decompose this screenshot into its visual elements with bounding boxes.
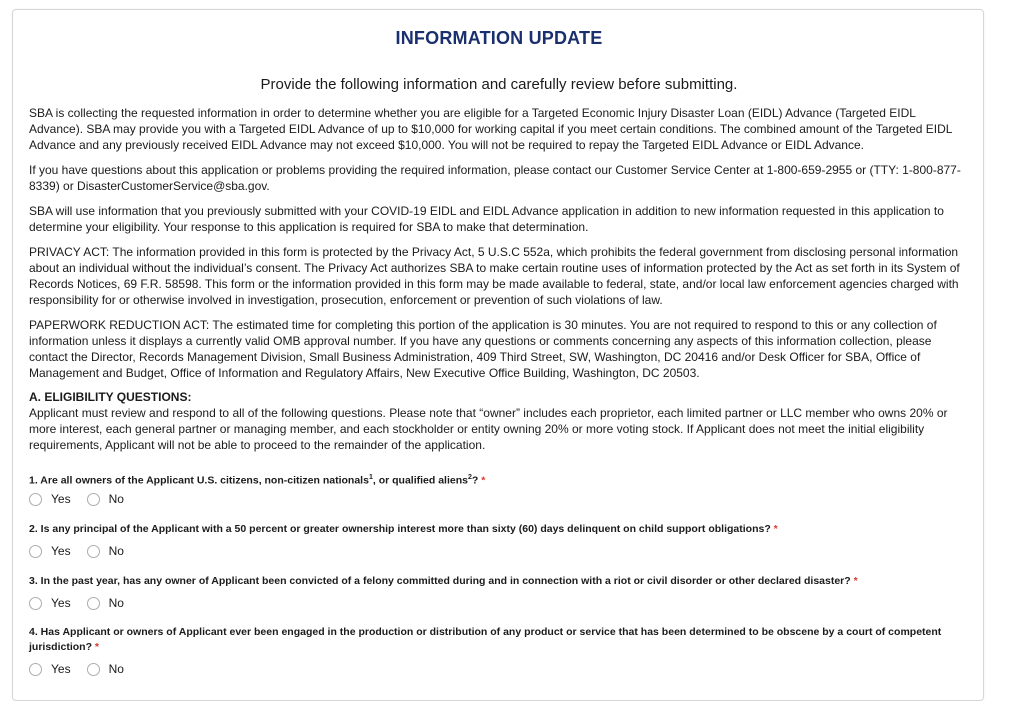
question-1-yes-option[interactable] [29, 492, 71, 506]
yes-label[interactable]: Yes [51, 492, 71, 506]
required-marker: * [773, 523, 778, 535]
question-3-text: 3. In the past year, has any owner of Applicant been convicted of a felony committed during and in connection with a riot or civil disorder or other declared disaster? [29, 575, 851, 587]
yes-label[interactable]: Yes [51, 662, 71, 676]
no-label[interactable]: No [108, 596, 124, 610]
question-1-no-option[interactable] [87, 492, 124, 506]
question-1-options [29, 490, 140, 508]
question-2-no-option[interactable] [87, 544, 124, 558]
eligibility-heading: A. ELIGIBILITY QUESTIONS: [29, 390, 192, 404]
page-subtitle: Provide the following information and carefully review before submitting. [260, 76, 738, 93]
yes-label[interactable]: Yes [51, 596, 71, 610]
question-1-yes-radio[interactable] [29, 493, 42, 506]
footnote-1-ref[interactable]: 1 [368, 474, 373, 481]
intro-paragraph-eidl: SBA is collecting the requested information in order to determine whether you are eligible for a Targeted Economic Injury Disaster Loan (EIDL) Advance (Targeted EIDL Advance). SBA may provide you with a Targeted EIDL Advance of up to $10,000 for working capital if you meet certain conditions. The combined amount of the Targeted EIDL Advance and any previously received EIDL Advance may not exceed $10,000. You will not be required to repay the Targeted EIDL Advance or EIDL Advance. [29, 106, 952, 152]
question-1-text-cont: , or qualified aliens [372, 474, 468, 487]
no-label[interactable]: No [108, 662, 124, 676]
question-4 [29, 625, 969, 655]
question-3-yes-option[interactable] [29, 596, 71, 610]
question-2-yes-option[interactable] [29, 544, 71, 558]
question-2-options [29, 542, 140, 560]
question-2-no-radio[interactable] [87, 545, 100, 558]
question-4-no-option[interactable] [87, 662, 124, 676]
question-4-options [29, 660, 140, 678]
form-card [12, 9, 984, 701]
question-1-text: 1. Are all owners of the Applicant U.S. citizens, non-citizen nationals [29, 474, 369, 487]
question-4-text: 4. Has Applicant or owners of Applicant ever been engaged in the production or distribution of any product or service that has been determined to be obscene by a court of competent jurisdiction? [29, 626, 942, 653]
no-label[interactable]: No [108, 544, 124, 558]
required-marker: * [94, 641, 100, 653]
question-2 [29, 522, 969, 537]
intro-paragraph-contact: If you have questions about this application or problems providing the required information, please contact our Customer Service Center at 1-800-659-2955 or (TTY: 1-800-877-8339) or DisasterCustomerService@sba.gov. [29, 163, 961, 193]
required-marker: * [481, 474, 486, 487]
question-1 [29, 470, 969, 489]
intro-paragraphs [29, 105, 969, 390]
question-2-text: 2. Is any principal of the Applicant with a 50 percent or greater ownership interest more than sixty (60) days delinquent on child support obligations? [29, 523, 771, 535]
paperwork-act-paragraph: PAPERWORK REDUCTION ACT: The estimated time for completing this portion of the application is 30 minutes. You are not required to respond to this or any collection of information unless it displays a currently valid OMB approval number. If you have any questions or comments concerning any aspects of this information collection, please contact the Director, Records Management Division, Small Business Administration, 409 Third Street, SW, Washington, DC 20416 and/or Desk Officer for SBA, Office of Management and Budget, Office of Information and Regulatory Affairs, New Executive Office Building, Washington, DC 20503. [29, 318, 937, 380]
no-label[interactable]: No [108, 492, 124, 506]
eligibility-intro: Applicant must review and respond to all of the following questions. Please note that “owner” includes each proprietor, each limited partner or LLC member who owns 20% or more interest, each general partner or managing member, and each stockholder or entity owning 20% or more voting stock. If Applicant does not meet the initial eligibility requirements, Applicant will not be able to proceed to the remainder of the application. [29, 406, 948, 452]
question-3-no-radio[interactable] [87, 597, 100, 610]
required-marker: * [853, 575, 858, 587]
question-3-yes-radio[interactable] [29, 597, 42, 610]
question-1-no-radio[interactable] [87, 493, 100, 506]
intro-paragraph-usage: SBA will use information that you previously submitted with your COVID-19 EIDL and EIDL Advance application in addition to new information requested in this application to determine your eligibility. Your response to this application is required for SBA to make that determination. [29, 204, 944, 234]
yes-label[interactable]: Yes [51, 544, 71, 558]
question-1-text-end: ? [471, 474, 479, 487]
question-2-yes-radio[interactable] [29, 545, 42, 558]
question-3-no-option[interactable] [87, 596, 124, 610]
question-4-no-radio[interactable] [87, 663, 100, 676]
footnote-2-ref[interactable]: 2 [467, 474, 472, 481]
question-4-yes-radio[interactable] [29, 663, 42, 676]
page-title: INFORMATION UPDATE [395, 28, 603, 48]
question-4-yes-option[interactable] [29, 662, 71, 676]
question-3 [29, 574, 969, 589]
privacy-act-paragraph: PRIVACY ACT: The information provided in this form is protected by the Privacy Act, 5 U.S.C 552a, which prohibits the federal government from disclosing personal information about an individual without the individual’s consent. The Privacy Act authorizes SBA to make certain routine uses of information protected by the Act as set forth in its System of Records Notices, 69 F.R. 58598. This form or the information provided in this form may be made available to federal, state, and/or local law enforcement agencies charged with responsibility for or otherwise involved in investigation, prosecution, enforcement or prevention of such violations of law. [29, 245, 960, 307]
question-3-options [29, 594, 140, 612]
